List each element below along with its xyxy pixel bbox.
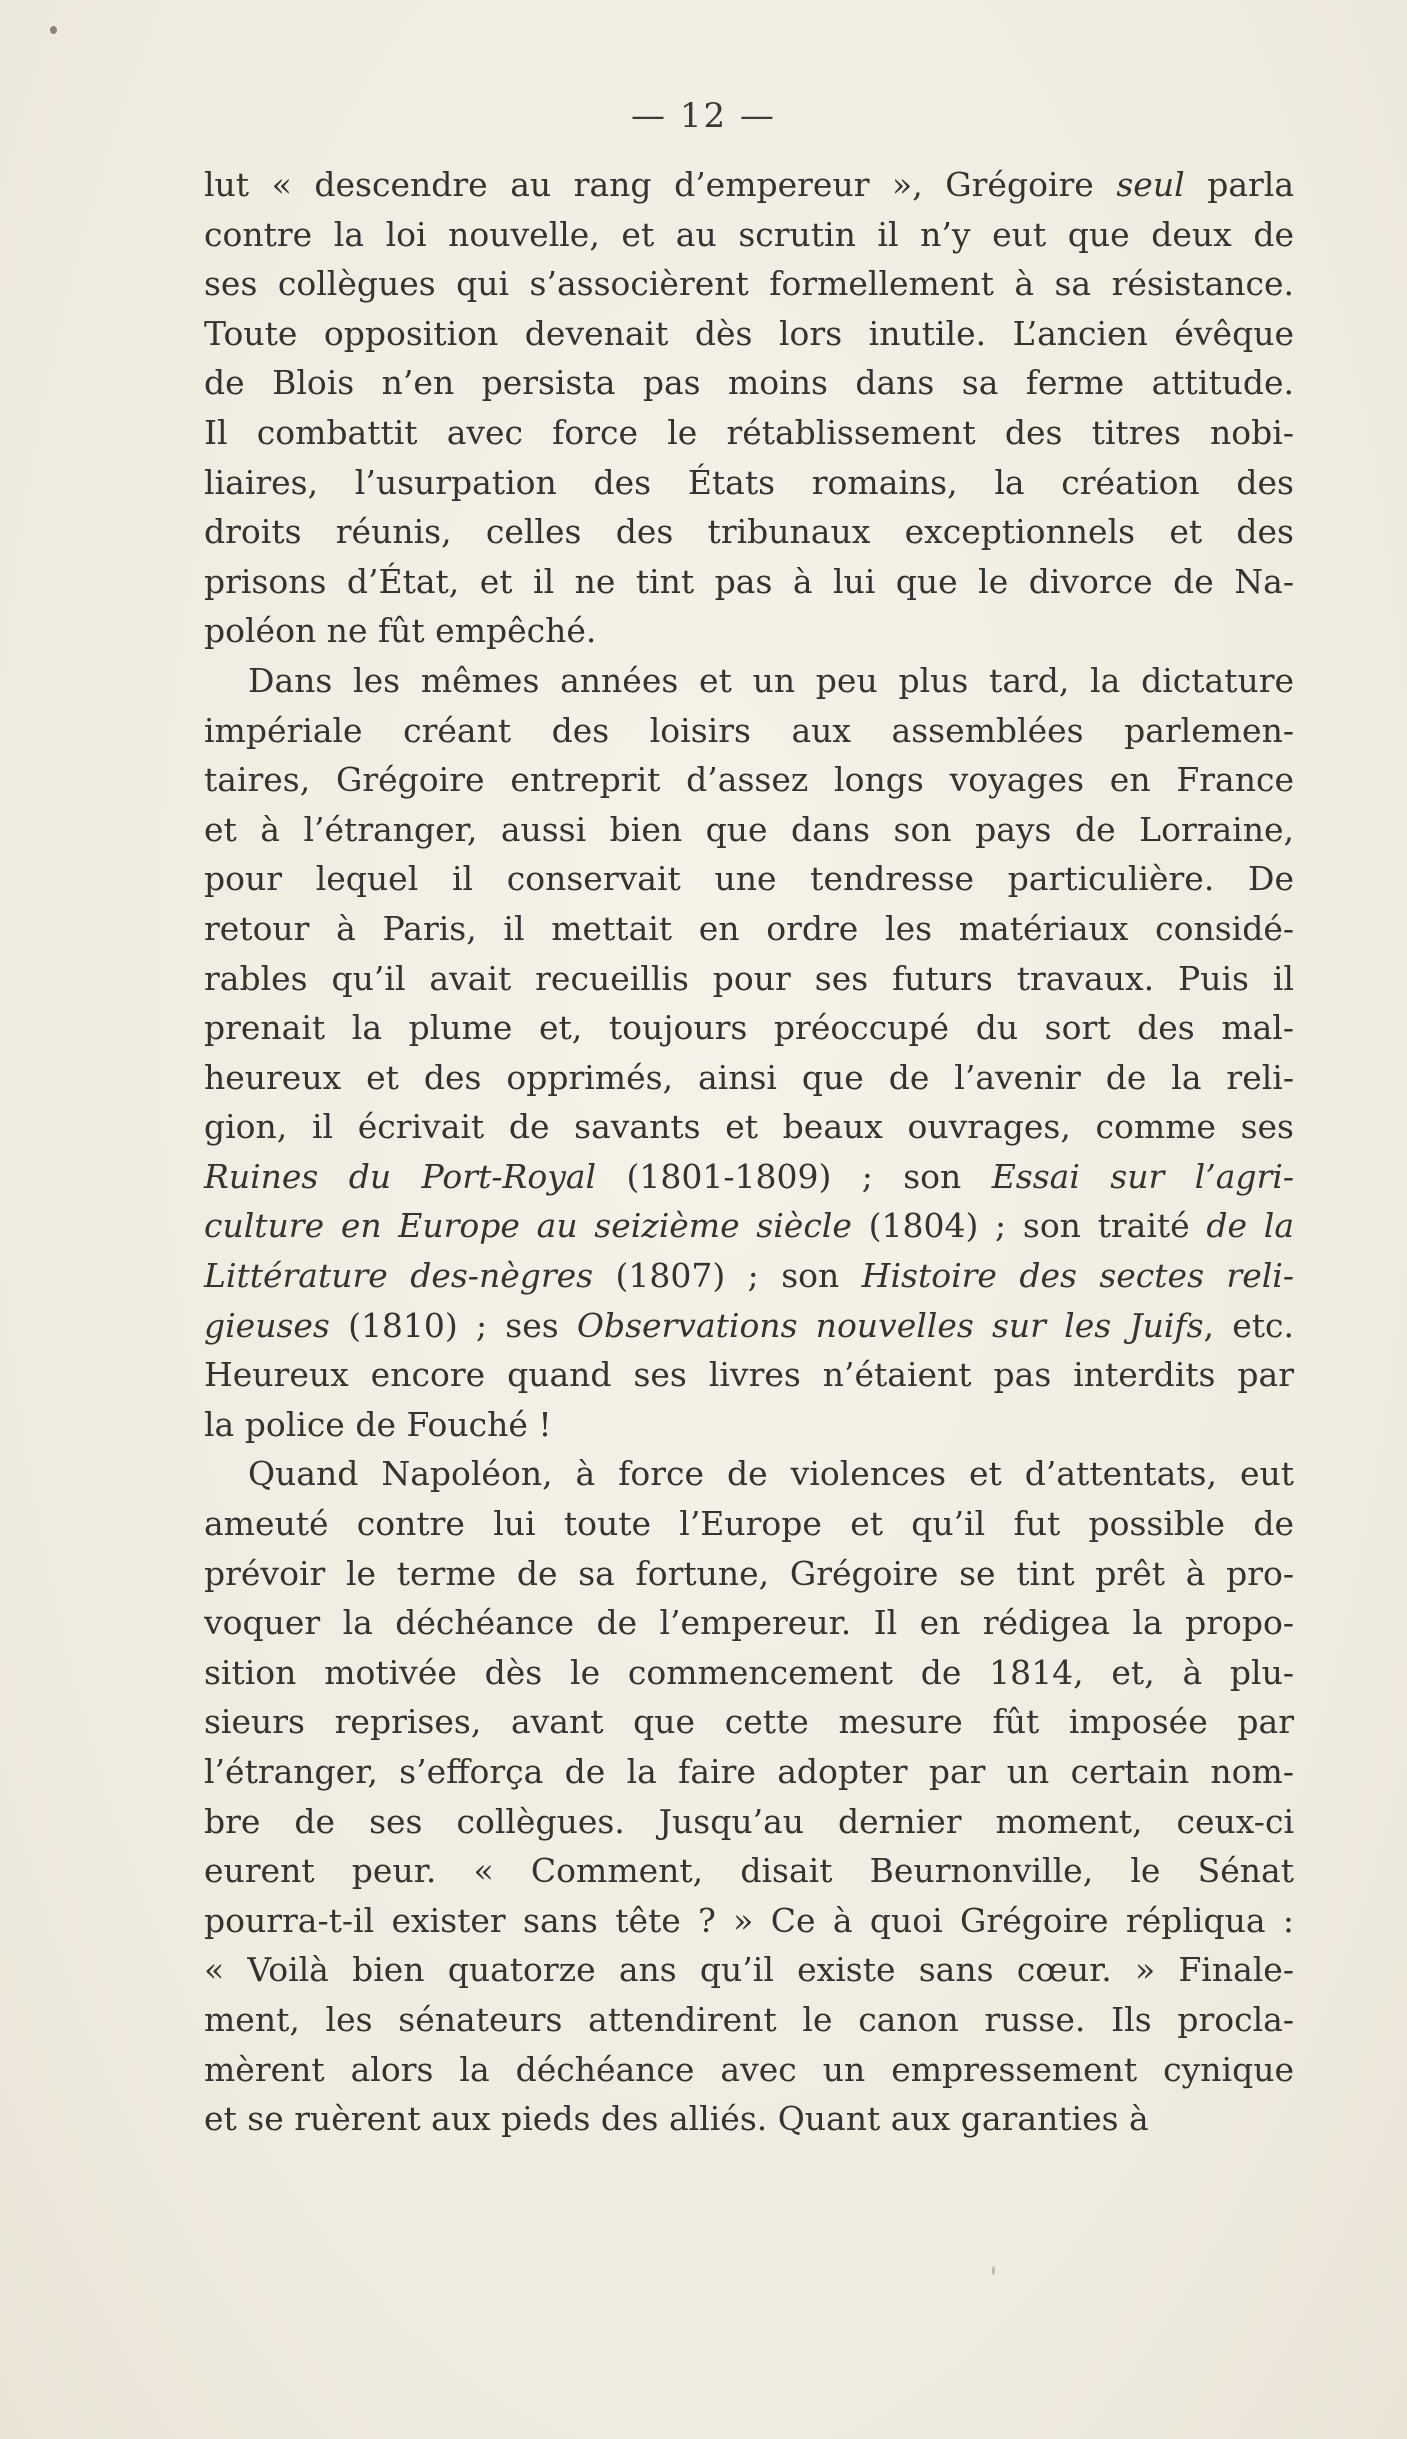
text-run: et se ruèrent aux pieds des alliés. Quant aux garanties à (204, 2099, 1149, 2139)
text-run: gion, il écrivait de savants et beaux ouvrages, comme ses (204, 1107, 1294, 1147)
text-run: voquer la déchéance de l’empereur. Il en rédigea la propo- (204, 1603, 1294, 1643)
page-number: — 12 — (631, 96, 776, 136)
text-run: prévoir le terme de sa fortune, Grégoire se tint prêt à pro- (204, 1553, 1294, 1593)
italic-title: culture en Europe au seizième siècle (204, 1206, 852, 1246)
text-run: contre la loi nouvelle, et au scrutin il n’y eut que deux de (204, 214, 1294, 254)
body-text (204, 160, 1294, 2144)
text-run: liaires, l’usurpation des États romains, la création des (204, 462, 1294, 502)
text-line (204, 557, 1294, 607)
text-run: eurent peur. « Comment, disait Beurnonville, le Sénat (204, 1851, 1294, 1891)
text-run: Il combattit avec force le rétablissement des titres nobi- (204, 412, 1294, 452)
text-run: Dans les mêmes années et un peu plus tard, la dictature (248, 660, 1294, 700)
text-line (204, 1350, 1294, 1400)
text-run: pourra-t-il exister sans tête ? » Ce à quoi Grégoire répliqua : (204, 1900, 1294, 1940)
text-run: l’étranger, s’efforça de la faire adopter par un certain nom- (204, 1752, 1294, 1791)
italic-title: Essai sur l’agri- (991, 1156, 1294, 1196)
italic-title: Histoire des sectes reli- (861, 1256, 1294, 1296)
text-line (204, 1945, 1294, 1995)
text-run: sition motivée dès le commencement de 1814, et, à plu- (204, 1652, 1294, 1692)
text-line (204, 259, 1294, 309)
text-run: Toute opposition devenait dès lors inutile. L’ancien évêque (204, 313, 1294, 353)
text-line (204, 904, 1294, 954)
paper-speck (50, 26, 57, 34)
text-line (204, 1499, 1294, 1549)
text-run: ameuté contre lui toute l’Europe et qu’il fut possible de (204, 1504, 1294, 1544)
text-line (204, 1301, 1294, 1351)
text-run: parla (1184, 165, 1294, 204)
italic-title: Observations nouvelles sur les Juifs (576, 1305, 1204, 1345)
text-run: Heureux encore quand ses livres n’étaient pas interdits par (204, 1355, 1294, 1395)
text-line (204, 458, 1294, 508)
text-line (204, 1846, 1294, 1896)
text-line (204, 1251, 1294, 1301)
text-line (204, 2094, 1294, 2144)
text-line (204, 2045, 1294, 2095)
text-line (204, 1400, 1294, 1450)
text-run: Quand Napoléon, à force de violences et d’attentats, eut (248, 1454, 1294, 1494)
italic-title: Littérature des-nègres (204, 1256, 594, 1296)
text-line (204, 755, 1294, 805)
text-line (204, 1152, 1294, 1202)
text-line (204, 854, 1294, 904)
text-line (204, 1201, 1294, 1251)
text-run: (1801-1809) ; son (596, 1156, 992, 1196)
text-line (204, 160, 1294, 210)
text-line (204, 1697, 1294, 1747)
text-line (204, 210, 1294, 260)
text-line (204, 1053, 1294, 1103)
text-run: ment, les sénateurs attendirent le canon russe. Ils procla- (204, 1999, 1294, 2039)
text-line (204, 1995, 1294, 2045)
text-run: poléon ne fût empêché. (204, 611, 597, 651)
text-run: bre de ses collègues. Jusqu’au dernier moment, ceux-ci (204, 1801, 1294, 1841)
text-line (204, 1449, 1294, 1499)
text-run: et à l’étranger, aussi bien que dans son pays de Lorraine, (204, 809, 1294, 849)
text-run: , etc. (1203, 1305, 1294, 1345)
text-run: de Blois n’en persista pas moins dans sa ferme attitude. (204, 363, 1294, 403)
text-line (204, 1549, 1294, 1599)
italic-title: de la (1206, 1206, 1295, 1246)
paper-speck (992, 2266, 995, 2275)
text-line (204, 408, 1294, 458)
text-run: pour lequel il conservait une tendresse particulière. De (204, 859, 1294, 899)
text-line (204, 309, 1294, 359)
text-run: rables qu’il avait recueillis pour ses futurs travaux. Puis il (204, 958, 1294, 998)
text-line (204, 1102, 1294, 1152)
text-line (204, 1003, 1294, 1053)
text-run: impériale créant des loisirs aux assemblées parlemen- (204, 710, 1294, 750)
text-run: sieurs reprises, avant que cette mesure fût imposée par (204, 1702, 1294, 1742)
text-line (204, 1648, 1294, 1698)
italic-title: Ruines du Port-Royal (204, 1156, 597, 1196)
text-run: mèrent alors la déchéance avec un empressement cynique (204, 2049, 1294, 2089)
text-line (204, 706, 1294, 756)
text-line (204, 656, 1294, 706)
text-run: la police de Fouché ! (204, 1404, 552, 1444)
text-line (204, 954, 1294, 1004)
text-run: droits réunis, celles des tribunaux exceptionnels et des (204, 512, 1294, 552)
text-run: retour à Paris, il mettait en ordre les matériaux considé- (204, 908, 1294, 948)
text-run: taires, Grégoire entreprit d’assez longs voyages en France (204, 760, 1294, 800)
text-run: prisons d’État, et il ne tint pas à lui que le divorce de Na- (204, 561, 1294, 601)
text-run: (1807) ; son (593, 1256, 862, 1296)
text-line (204, 606, 1294, 656)
italic-title: seul (1116, 165, 1185, 204)
text-line (204, 805, 1294, 855)
text-run: prenait la plume et, toujours préoccupé du sort des mal- (204, 1008, 1294, 1048)
text-run: (1810) ; ses (329, 1305, 577, 1345)
text-line (204, 1797, 1294, 1847)
text-line (204, 1598, 1294, 1648)
text-run: heureux et des opprimés, ainsi que de l’avenir de la reli- (204, 1057, 1294, 1097)
text-line (204, 1747, 1294, 1797)
text-line (204, 358, 1294, 408)
text-line (204, 1896, 1294, 1946)
text-run: (1804) ; son traité (851, 1206, 1207, 1246)
text-run: ses collègues qui s’associèrent formellement à sa résistance. (204, 264, 1294, 304)
text-run: « Voilà bien quatorze ans qu’il existe sans cœur. » Finale- (204, 1950, 1294, 1990)
italic-title: gieuses (204, 1305, 330, 1345)
text-line (204, 507, 1294, 557)
text-run: lut « descendre au rang d’empereur », Grégoire (204, 165, 1117, 204)
